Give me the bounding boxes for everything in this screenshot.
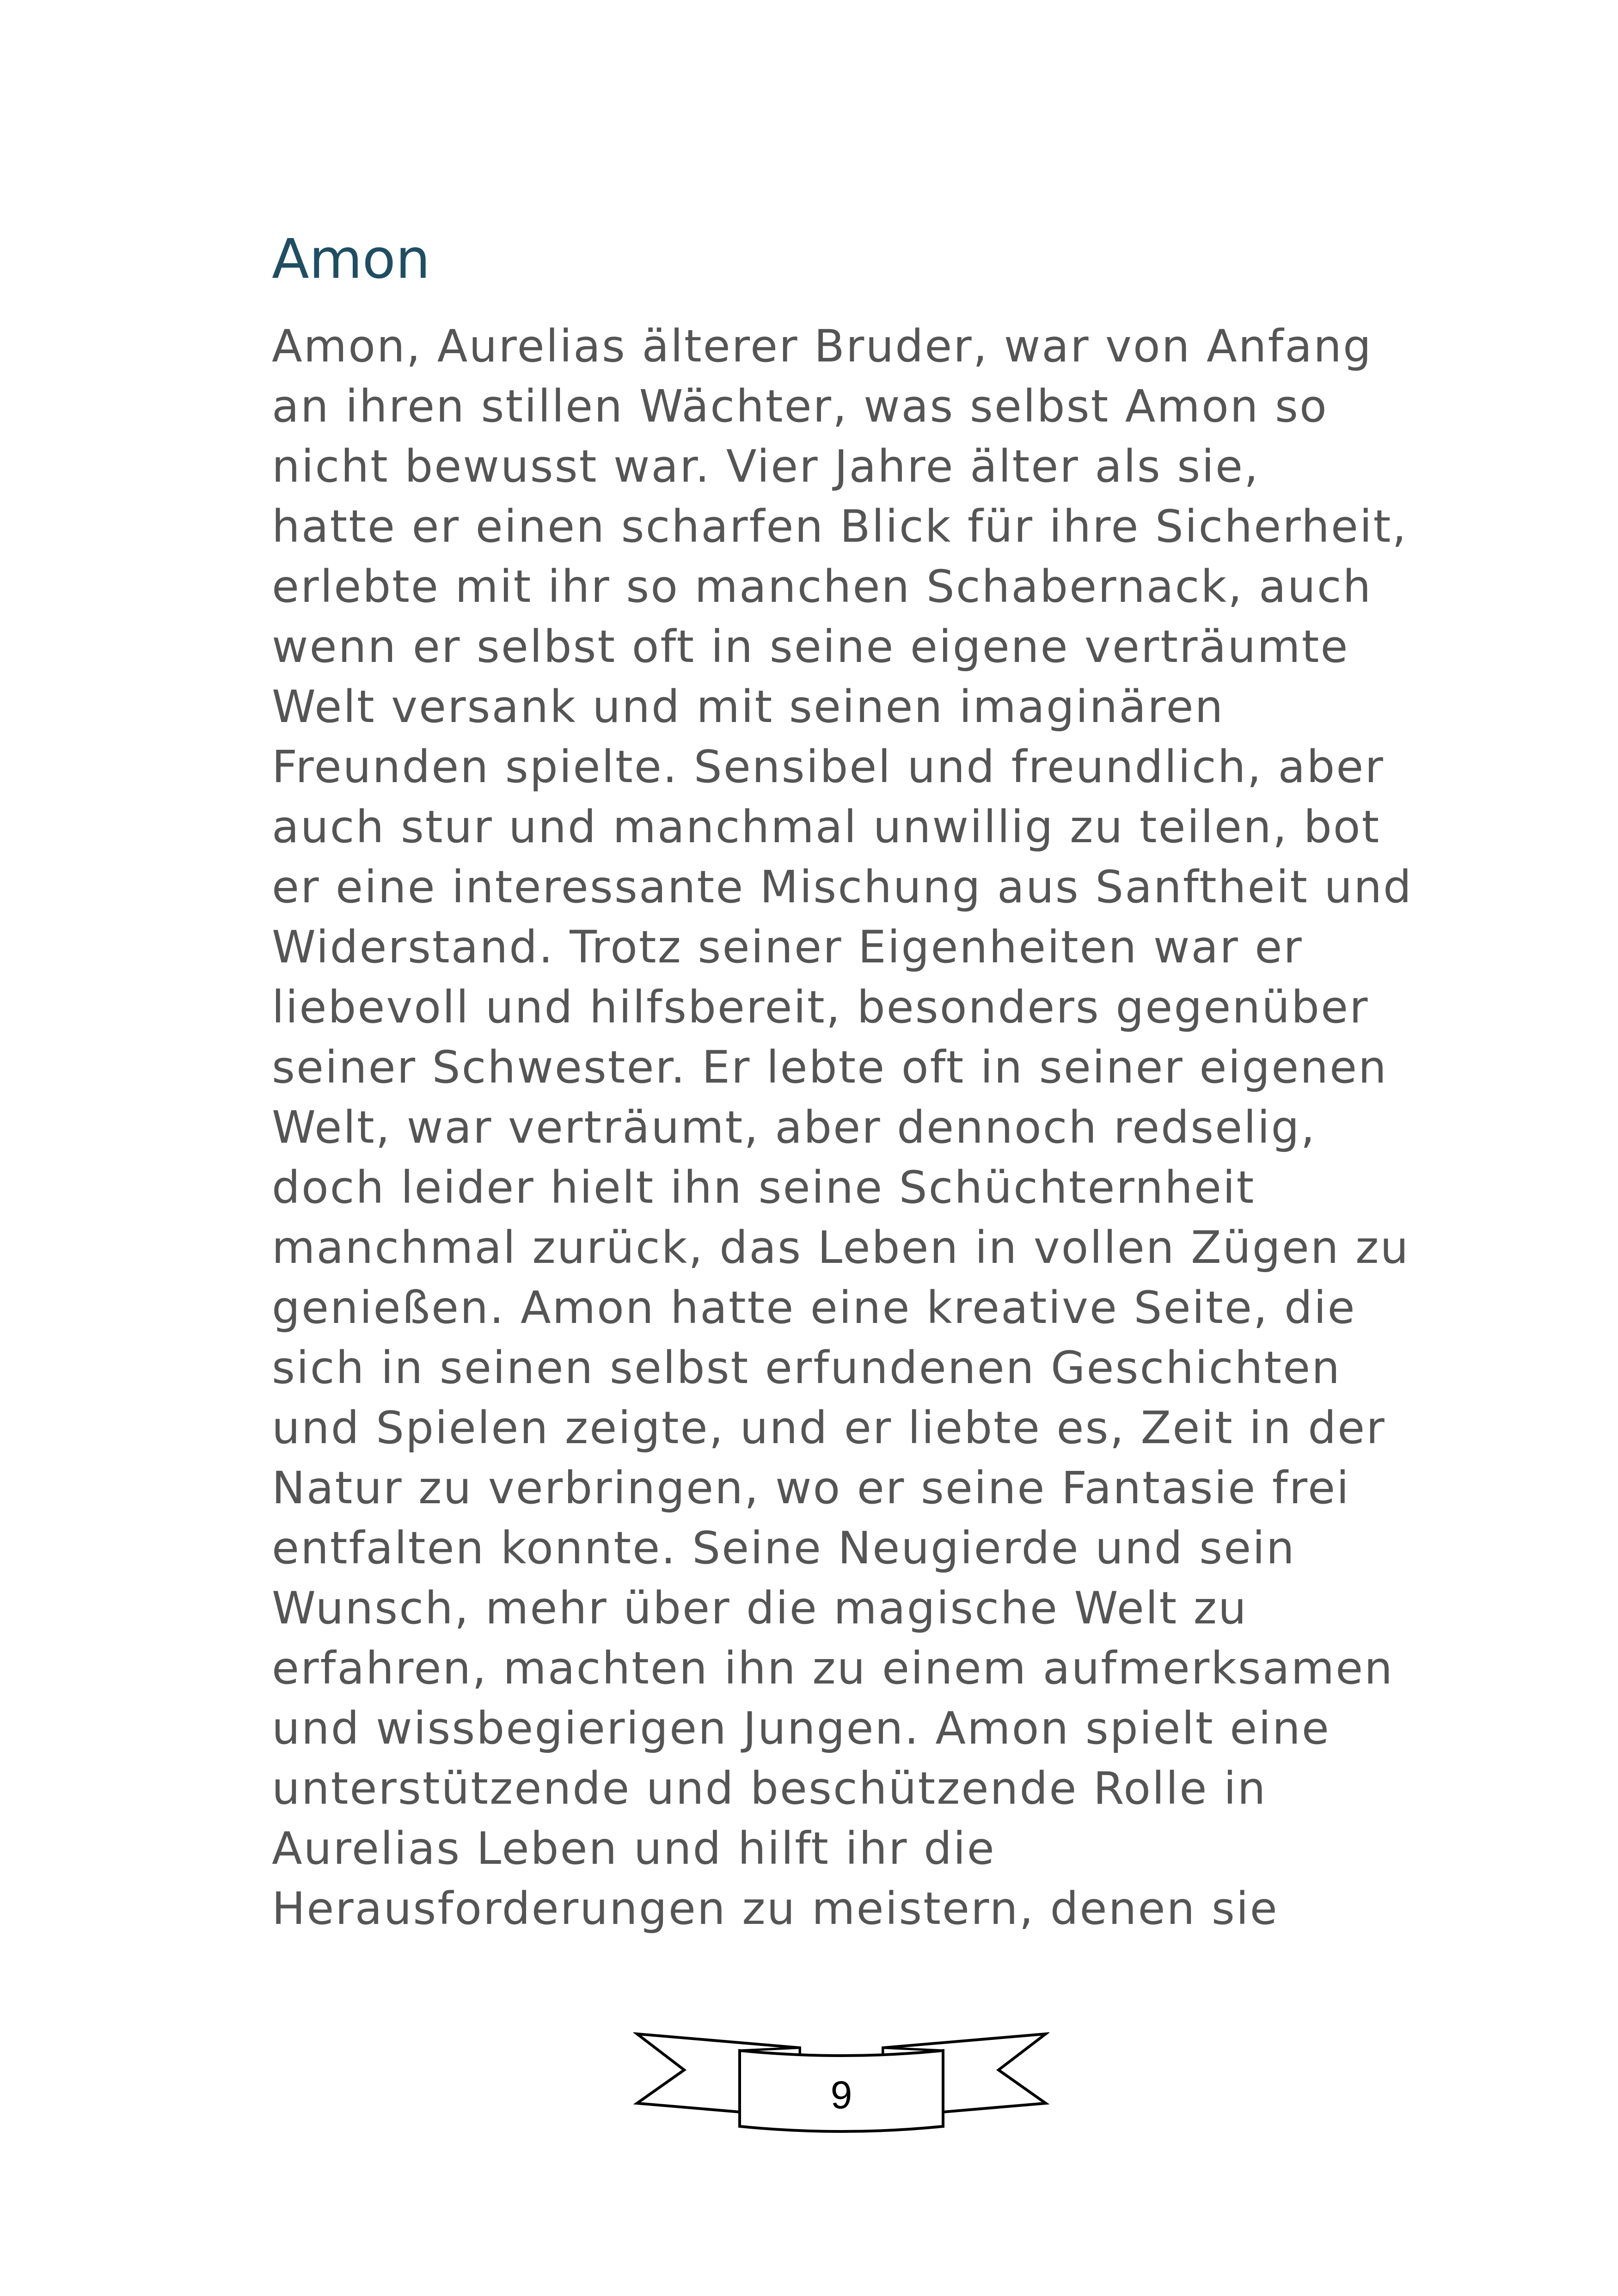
page-number: 9	[830, 2073, 852, 2117]
paragraph-line: Freunden spielte. Sensibel und freundlich, aber	[272, 741, 1385, 793]
page-number-banner	[633, 2020, 1049, 2149]
paragraph-line: manchmal zurück, das Leben in vollen Zügen zu	[272, 1222, 1410, 1274]
paragraph-line: er eine interessante Mischung aus Sanftheit und	[272, 861, 1413, 913]
paragraph-line: und Spielen zeigte, und er liebte es, Zeit in der	[272, 1402, 1386, 1454]
paragraph-line: Welt, war verträumt, aber dennoch redselig,	[272, 1102, 1316, 1153]
section-heading: Amon	[272, 227, 430, 291]
paragraph-line: entfalten konnte. Seine Neugierde und sein	[272, 1522, 1296, 1574]
paragraph-line: unterstützende und beschützende Rolle in	[272, 1763, 1267, 1814]
paragraph-line: doch leider hielt ihn seine Schüchternheit	[272, 1162, 1256, 1213]
paragraph-line: auch stur und manchmal unwillig zu teilen, bot	[272, 801, 1381, 853]
body-paragraph	[272, 316, 1428, 1939]
paragraph-line: genießen. Amon hatte eine kreative Seite, die	[272, 1282, 1356, 1334]
paragraph-line: nicht bewusst war. Vier Jahre älter als sie,	[272, 441, 1260, 492]
paragraph-line: Natur zu verbringen, wo er seine Fantasie frei	[272, 1462, 1350, 1514]
paragraph-line: erfahren, machten ihn zu einem aufmerksamen	[272, 1642, 1394, 1694]
paragraph-line: Amon, Aurelias älterer Bruder, war von Anfang	[272, 320, 1373, 372]
paragraph-line: hatte er einen scharfen Blick für ihre Sicherheit,	[272, 501, 1408, 552]
paragraph-line: wenn er selbst oft in seine eigene verträumte	[272, 621, 1349, 673]
paragraph-line: sich in seinen selbst erfundenen Geschichten	[272, 1342, 1341, 1394]
paragraph-line: Aurelias Leben und hilft ihr die	[272, 1823, 996, 1874]
paragraph-line: Widerstand. Trotz seiner Eigenheiten war er	[272, 921, 1303, 973]
paragraph-line: und wissbegierigen Jungen. Amon spielt eine	[272, 1702, 1330, 1754]
paragraph-line: seiner Schwester. Er lebte oft in seiner eigenen	[272, 1041, 1388, 1093]
paragraph-line: Wunsch, mehr über die magische Welt zu	[272, 1582, 1248, 1634]
paragraph-line: an ihren stillen Wächter, was selbst Amon so	[272, 380, 1328, 432]
paragraph-line: Herausforderungen zu meistern, denen sie	[272, 1883, 1279, 1935]
paragraph-line: erlebte mit ihr so manchen Schabernack, auch	[272, 561, 1373, 612]
paragraph-line: Welt versank und mit seinen imaginären	[272, 681, 1225, 733]
paragraph-line: liebevoll und hilfsbereit, besonders gegenüber	[272, 981, 1369, 1033]
